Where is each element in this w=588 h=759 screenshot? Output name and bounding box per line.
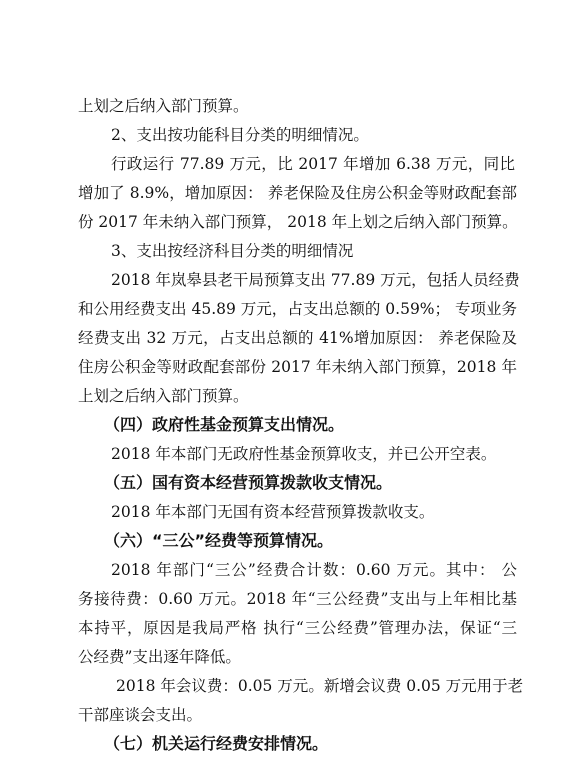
text-line: 本持平，原因是我局严格 执行“三公经费”管理办法，保证“三 <box>78 619 517 637</box>
text-line: 上划之后纳入部门预算。 <box>78 387 249 405</box>
text-line: 2018 年本部门无国有资本经营预算拨款收支。 <box>111 503 435 521</box>
text-line: 行政运行 77.89 万元，比 2017 年增加 6.38 万元，同比 <box>111 155 515 173</box>
text-line: 2018 年本部门无政府性基金预算收支，并已公开空表。 <box>111 445 497 463</box>
text-line: 3、支出按经济科目分类的明细情况 <box>111 242 354 260</box>
text-line: 2018 年会议费：0.05 万元。新增会议费 0.05 万元用于老 <box>116 677 524 695</box>
text-line: 务接待费：0.60 万元。2018 年“三公经费”支出与上年相比基 <box>78 590 517 608</box>
text-line: 2018 年岚皋县老干局预算支出 77.89 万元，包括人员经费 <box>111 271 520 289</box>
text-line: 住房公积金等财政配套部份 2017 年未纳入部门预算，2018 年 <box>78 358 517 376</box>
text-line: 经费支出 32 万元，占支出总额的 41%增加原因： 养老保险及 <box>78 329 517 347</box>
text-line: 和公用经费支出 45.89 万元，占支出总额的 0.59%； 专项业务 <box>78 300 517 318</box>
text-line: 干部座谈会支出。 <box>78 706 203 724</box>
text-line: 增加了 8.9%，增加原因： 养老保险及住房公积金等财政配套部 <box>78 184 517 202</box>
section-heading: （六）“三公”经费等预算情况。 <box>104 531 334 550</box>
text-line: 上划之后纳入部门预算。 <box>78 97 249 115</box>
section-heading: （五）国有资本经营预算拨款收支情况。 <box>104 473 393 492</box>
text-line: 2、支出按功能科目分类的明细情况。 <box>111 126 369 144</box>
text-line: 份 2017 年未纳入部门预算， 2018 年上划之后纳入部门预算。 <box>78 213 518 231</box>
section-heading: （七）机关运行经费安排情况。 <box>104 734 329 753</box>
text-line: 公经费”支出逐年降低。 <box>78 648 241 666</box>
text-line: 2018 年部门“三公”经费合计数：0.60 万元。其中： 公 <box>111 561 517 579</box>
section-heading: （四）政府性基金预算支出情况。 <box>104 415 345 434</box>
